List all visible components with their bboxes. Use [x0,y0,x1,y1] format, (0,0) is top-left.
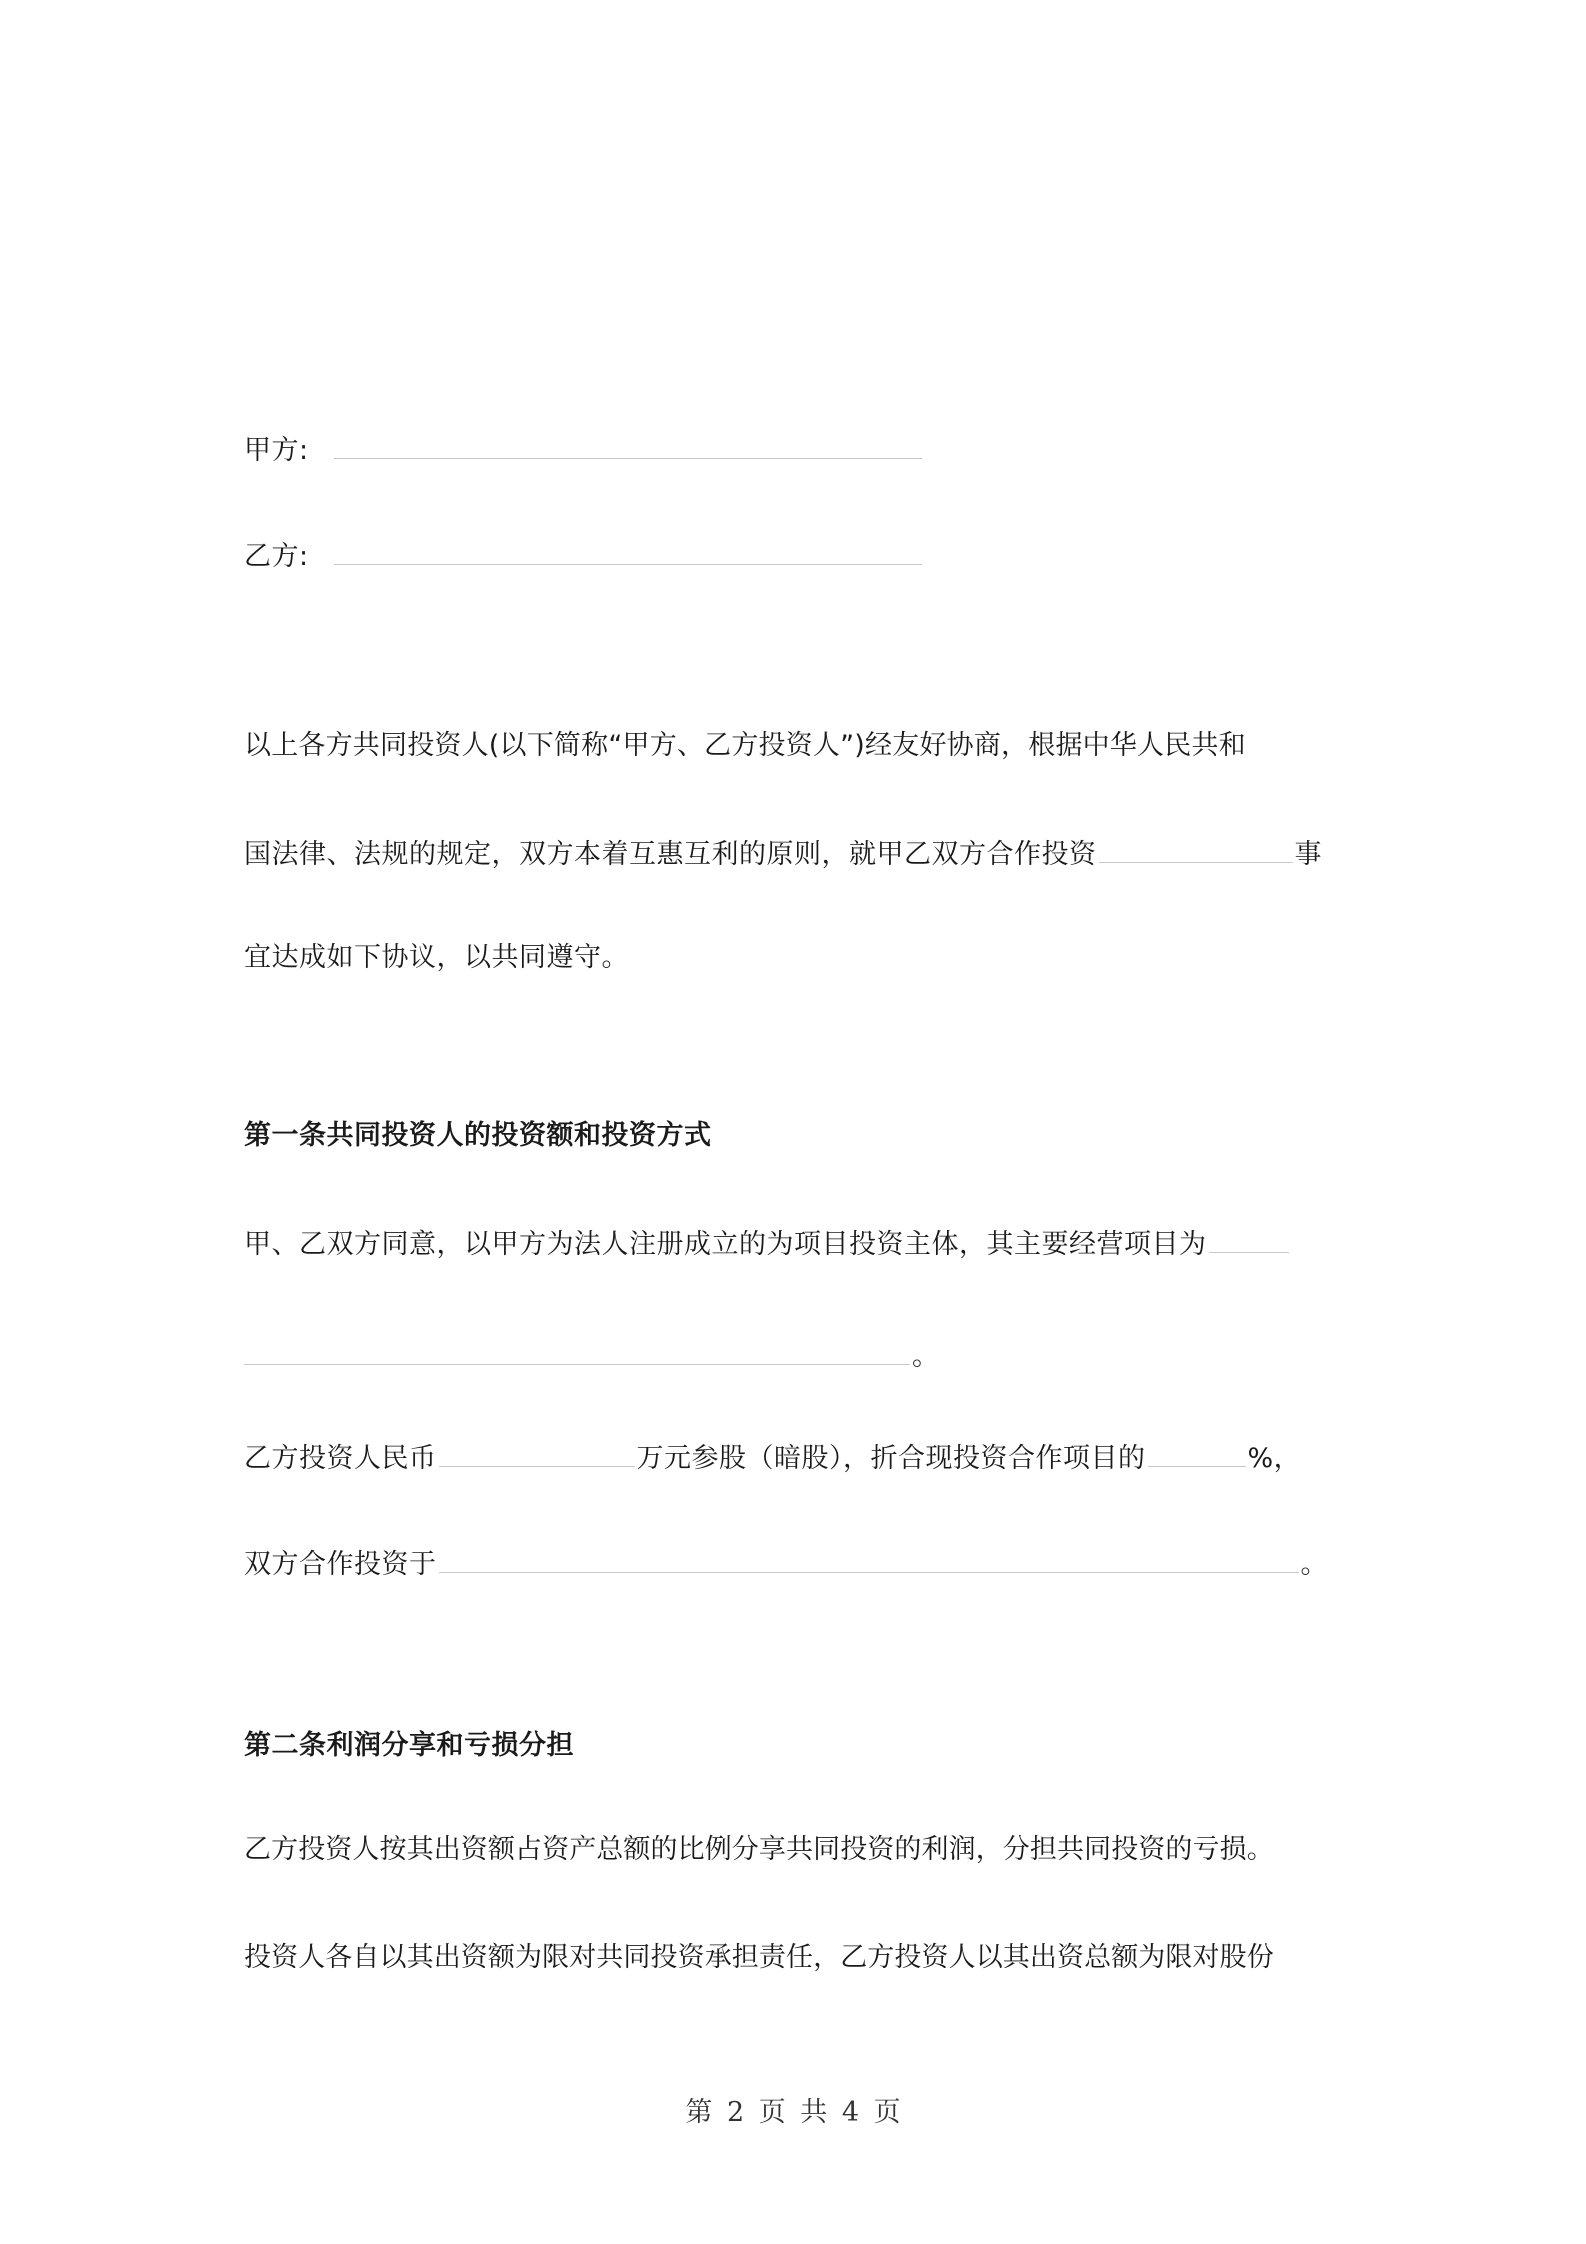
article-2-heading [244,1726,574,1766]
preamble-text-2: 国法律、法规的规定，双方本着互惠互利的原则，就甲乙双方合作投资 [244,839,1097,870]
article-1-heading [244,1116,712,1156]
business-scope-blank [244,1334,910,1365]
party-b-blank [334,534,922,565]
article-1-line-3 [244,1436,1301,1479]
article-1-line-2 [244,1334,940,1377]
investment-amount-blank [439,1436,635,1467]
article-1-text-2-end: 。 [912,1341,940,1372]
investment-target-blank [439,1542,1299,1573]
article-1-heading-text: 第一条共同投资人的投资额和投资方式 [244,1120,712,1151]
article-2-line-1 [244,1830,1274,1870]
article-1-text-1: 甲、乙双方同意，以甲方为法人注册成立的为项目投资主体，其主要经营项目为 [244,1229,1207,1260]
preamble-line-3 [244,938,629,978]
share-percentage-blank [1148,1436,1246,1467]
party-a-row [244,428,924,471]
party-a-label: 甲方: [244,435,309,466]
article-1-text-4-end: 。 [1300,1549,1328,1580]
article-1-line-4 [244,1542,1328,1585]
article-2-text-2: 投资人各自以其出资额为限对共同投资承担责任，乙方投资人以其出资总额为限对股份 [244,1942,1274,1973]
article-2-heading-text: 第二条利润分享和亏损分担 [244,1730,574,1761]
article-2-text-1: 乙方投资人按其出资额占资产总额的比例分享共同投资的利润，分担共同投资的亏损。 [244,1834,1274,1865]
business-scope-blank-start [1209,1222,1289,1253]
party-b-row [244,534,924,577]
article-1-text-4: 双方合作投资于 [244,1549,437,1580]
article-1-text-3a: 乙方投资人民币 [244,1443,437,1474]
article-1-line-1 [244,1222,1291,1265]
party-a-blank [334,428,922,459]
preamble-text-1: 以上各方共同投资人(以下简称“甲方、乙方投资人”)经友好协商，根据中华人民共和 [244,730,1246,761]
article-2-line-2 [244,1938,1274,1978]
party-b-label: 乙方: [244,541,309,572]
cooperation-matter-blank [1099,832,1293,863]
article-1-text-3b: 万元参股（暗股），折合现投资合作项目的 [636,1443,1146,1474]
preamble-text-2-end: 事 [1294,839,1322,870]
article-1-text-3c: %， [1247,1443,1302,1474]
preamble-text-3: 宜达成如下协议，以共同遵守。 [244,942,629,973]
page-number: 第 2 页 共 4 页 [685,2097,901,2128]
preamble-line-1 [244,726,1246,766]
preamble-line-2 [244,832,1322,875]
